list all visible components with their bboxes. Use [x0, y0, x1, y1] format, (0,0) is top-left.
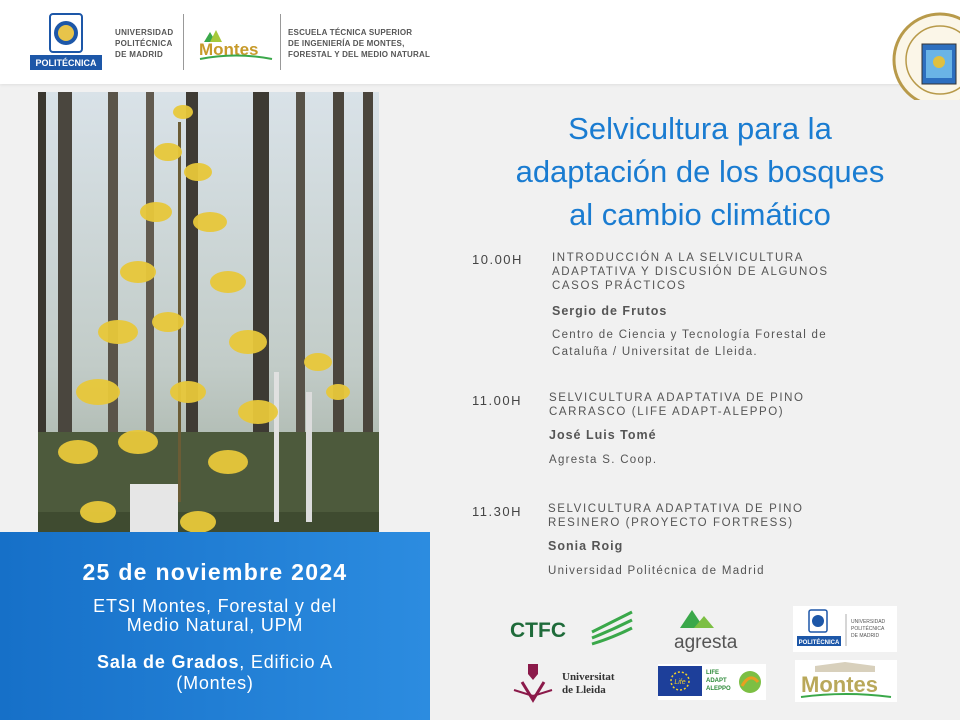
- upm-logo: [30, 12, 102, 70]
- session-speaker: Sonia Roig: [548, 539, 624, 553]
- svg-text:ADAPT: ADAPT: [706, 678, 727, 684]
- svg-text:UNIVERSIDAD: UNIVERSIDAD: [851, 619, 886, 625]
- svg-text:Montes: Montes: [801, 672, 878, 697]
- svg-text:Universitat: Universitat: [562, 671, 615, 683]
- session-title: INTRODUCCIÓN A LA SELVICULTURA ADAPTATIVA Y DISCUSIÓN DE ALGUNOS CASOS PRÁCTICOS: [552, 252, 829, 292]
- session-title: SELVICULTURA ADAPTATIVA DE PINO CARRASCO (LIFE ADAPT-ALEPPO): [549, 392, 805, 418]
- event-date-panel: [0, 532, 430, 720]
- event-date: 25 de noviembre 2024: [82, 559, 348, 585]
- session-time: 10.00H: [472, 252, 523, 267]
- udl-logo: [508, 660, 628, 704]
- university-seal: [890, 10, 960, 100]
- agresta-logo: [670, 608, 752, 654]
- svg-text:LIFE: LIFE: [706, 670, 719, 676]
- session-time: 11.00H: [472, 393, 522, 408]
- session-speaker: José Luis Tomé: [549, 428, 657, 442]
- ctfc-logo: [508, 608, 636, 648]
- montes-sponsor-logo: [795, 660, 897, 702]
- session-speaker: Sergio de Frutos: [552, 304, 668, 318]
- svg-text:Montes: Montes: [199, 40, 259, 59]
- svg-text:DE MADRID: DE MADRID: [851, 633, 880, 639]
- session-affiliation: Centro de Ciencia y Tecnología Forestal de Cataluña / Universitat de Lleida.: [552, 329, 827, 358]
- header-divider: [183, 14, 184, 70]
- svg-text:POLITÉCNICA: POLITÉCNICA: [851, 626, 885, 632]
- svg-text:agresta: agresta: [674, 632, 738, 653]
- upm-sponsor-logo: [793, 606, 897, 652]
- svg-text:POLITÉCNICA: POLITÉCNICA: [35, 58, 97, 68]
- svg-text:CTFC: CTFC: [510, 619, 566, 642]
- event-title: Selvicultura para la adaptación de los bosques al cambio climático: [515, 111, 885, 232]
- event-room: Sala de Grados, Edificio A (Montes): [97, 652, 333, 693]
- school-name: ESCUELA TÉCNICA SUPERIOR DE INGENIERÍA DE MONTES, FORESTAL Y DEL MEDIO NATURAL: [288, 28, 431, 59]
- upm-name: UNIVERSIDAD POLITÉCNICA DE MADRID: [115, 28, 174, 59]
- session-title: SELVICULTURA ADAPTATIVA DE PINO RESINERO (PROYECTO FORTRESS): [548, 503, 804, 529]
- header-divider: [280, 14, 281, 70]
- svg-text:Life: Life: [674, 679, 686, 686]
- session-affiliation: Agresta S. Coop.: [549, 454, 658, 466]
- svg-text:de Lleida: de Lleida: [562, 684, 606, 696]
- montes-logo: [196, 28, 276, 62]
- svg-text:ALEPPO: ALEPPO: [706, 686, 731, 692]
- svg-text:POLITÉCNICA: POLITÉCNICA: [798, 640, 840, 646]
- life-adapt-aleppo-logo: [658, 664, 766, 700]
- event-venue: ETSI Montes, Forestal y del Medio Natural, UPM: [93, 596, 337, 635]
- session-affiliation: Universidad Politécnica de Madrid: [548, 565, 765, 577]
- header-bar: [0, 0, 960, 84]
- session-time: 11.30H: [472, 504, 522, 519]
